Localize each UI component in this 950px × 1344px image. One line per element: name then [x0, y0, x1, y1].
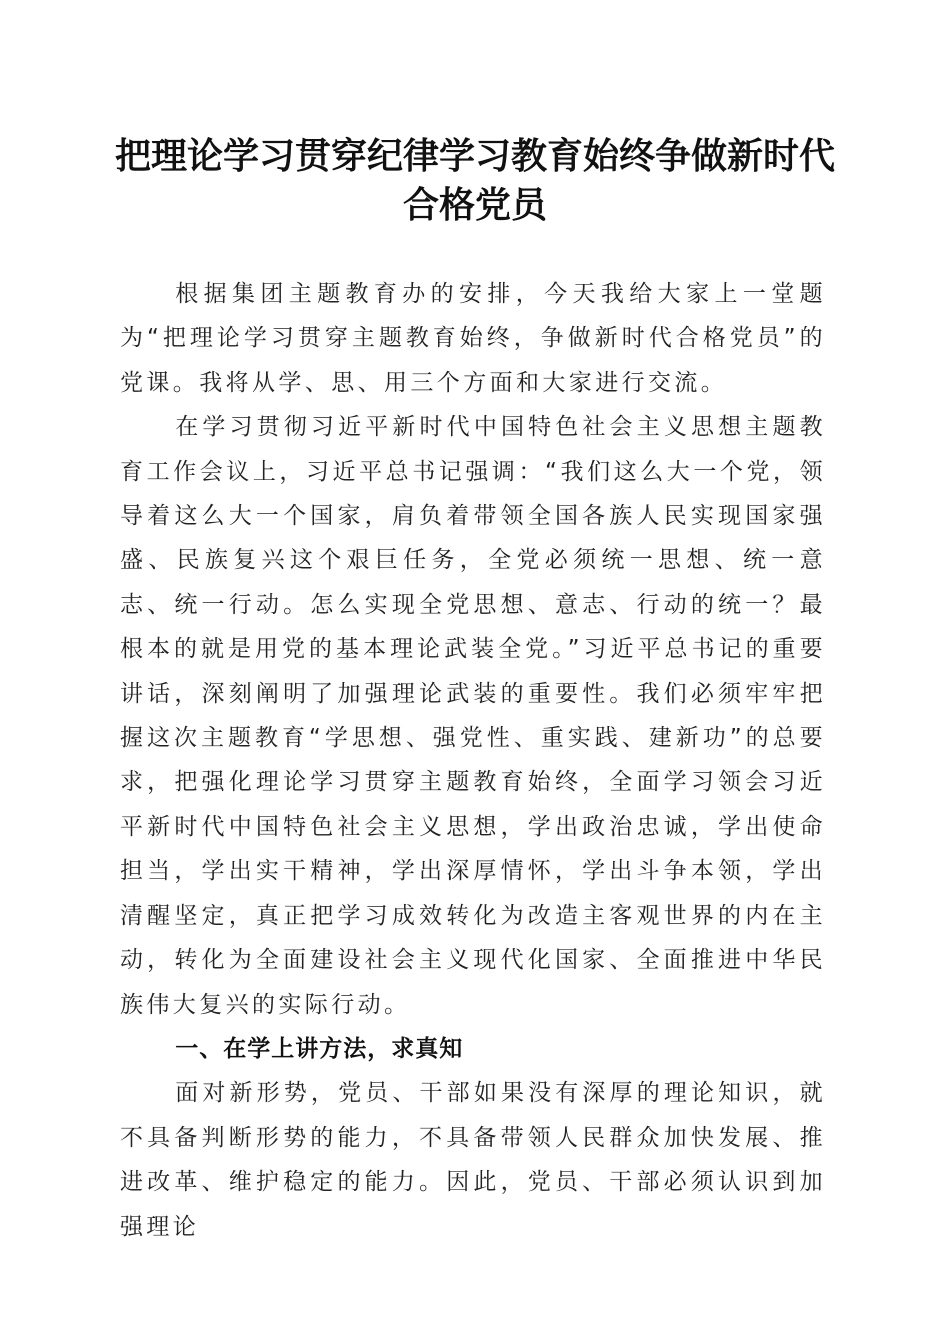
section-heading: 一、在学上讲方法，求真知 [175, 1035, 464, 1062]
document-body [120, 272, 826, 1249]
paragraph-intro: 根据集团主题教育办的安排，今天我给大家上一堂题为“把理论学习贯穿主题教育始终，争做新时代合格党员”的党课。我将从学、思、用三个方面和大家进行交流。 [120, 281, 826, 396]
document-title: 把理论学习贯穿纪律学习教育始终争做新时代合格党员 [114, 135, 835, 226]
paragraph-section-one: 面对新形势，党员、干部如果没有深厚的理论知识，就不具备判断形势的能力，不具备带领人民群众加快发展、推进改革、维护稳定的能力。因此，党员、干部必须认识到加强理论 [120, 1080, 826, 1240]
paragraph-main: 在学习贯彻习近平新时代中国特色社会主义思想主题教育工作会议上，习近平总书记强调：“我们这么大一个党，领导着这么大一个国家，肩负着带领全国各族人民实现国家强盛、民族复兴这个艰巨任务，全党必须统一思想、统一意志、统一行动。怎么实现全党思想、意志、行动的统一？最根本的就是用党的基本理论武装全党。”习近平总书记的重要讲话，深刻阐明了加强理论武装的重要性。我们必须牢牢把握这次主题教育“学思想、强党性、重实践、建新功”的总要求，把强化理论学习贯穿主题教育始终，全面学习领会习近平新时代中国特色社会主义思想，学出政治忠诚，学出使命担当，学出实干精神，学出深厚情怀，学出斗争本领，学出清醒坚定，真正把学习成效转化为改造主客观世界的内在主动，转化为全面建设社会主义现代化国家、全面推进中华民族伟大复兴的实际行动。 [120, 414, 826, 1018]
